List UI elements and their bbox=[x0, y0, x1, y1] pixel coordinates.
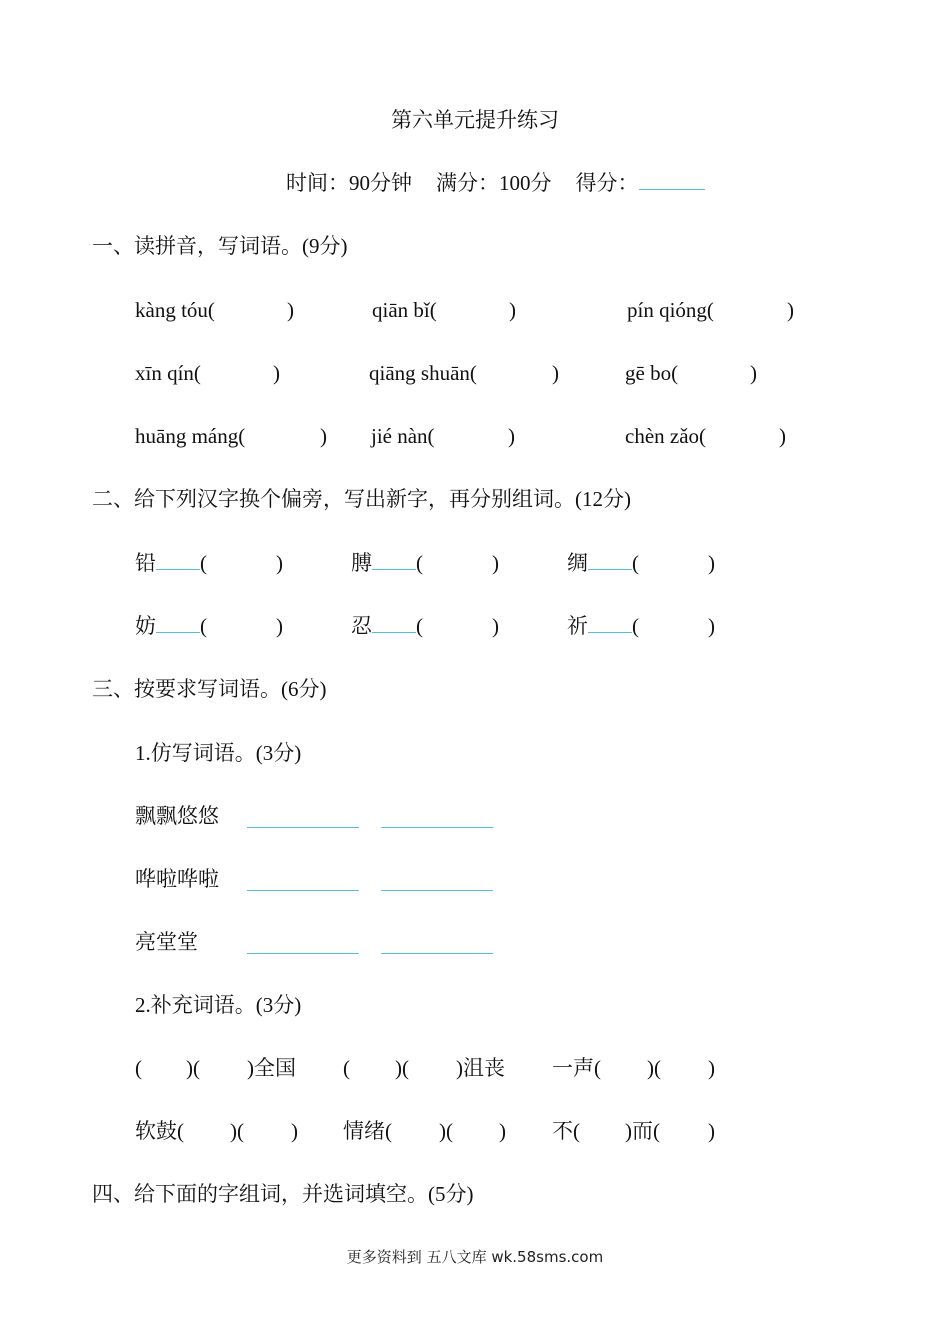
full-score-info: 满分：100分 bbox=[436, 171, 552, 195]
fill-part: 情绪( bbox=[343, 1119, 392, 1143]
radical-item: 膊 ( bbox=[351, 551, 423, 575]
word-blank[interactable] bbox=[381, 869, 493, 891]
pinyin-item: chèn zǎo( bbox=[625, 424, 707, 448]
subquestion-2: 2.补充词语。(3分) bbox=[135, 993, 302, 1017]
new-char-blank[interactable] bbox=[156, 632, 200, 633]
fill-part: 一声( bbox=[552, 1056, 601, 1080]
pinyin-item: jié nàn( bbox=[371, 424, 435, 448]
new-char-blank[interactable] bbox=[372, 569, 416, 570]
radical-item: 绸 ( bbox=[567, 551, 639, 575]
imitate-word: 哗啦哗啦 bbox=[135, 867, 219, 891]
pinyin-item: qiāng shuān( bbox=[369, 361, 477, 385]
pinyin-item: huāng máng( bbox=[135, 424, 246, 448]
pinyin-item: qiān bǐ( bbox=[372, 298, 437, 322]
fill-part: )沮丧 bbox=[456, 1056, 505, 1080]
new-char-blank[interactable] bbox=[588, 632, 632, 633]
exam-info bbox=[286, 173, 705, 194]
fill-part: ( bbox=[343, 1056, 350, 1080]
pinyin-item: gē bo( bbox=[625, 361, 679, 385]
imitate-word: 飘飘悠悠 bbox=[135, 804, 219, 828]
imitate-word: 亮堂堂 bbox=[135, 930, 198, 954]
score-blank[interactable] bbox=[639, 189, 705, 190]
footer-watermark: 更多资料到 五八文库 wk.58sms.com bbox=[346, 1248, 604, 1266]
new-char-blank[interactable] bbox=[588, 569, 632, 570]
fill-part: ) bbox=[291, 1119, 298, 1143]
page-title: 第六单元提升练习 bbox=[391, 108, 559, 132]
section-4-heading: 四、给下面的字组词，并选词填空。(5分) bbox=[92, 1182, 474, 1206]
new-char-blank[interactable] bbox=[156, 569, 200, 570]
word-blank[interactable] bbox=[247, 806, 359, 828]
fill-part: 不( bbox=[552, 1119, 580, 1143]
word-blank[interactable] bbox=[381, 932, 493, 954]
fill-part: ) bbox=[708, 1119, 715, 1143]
radical-item: 忍 ( bbox=[351, 614, 423, 638]
pinyin-item: pín qióng( bbox=[627, 298, 714, 322]
word-blank[interactable] bbox=[247, 869, 359, 891]
fill-part: ( bbox=[135, 1056, 142, 1080]
radical-item: 铅 ( bbox=[135, 551, 207, 575]
radical-item: 妨 ( bbox=[135, 614, 207, 638]
fill-part: )( bbox=[647, 1056, 661, 1080]
fill-part: )( bbox=[230, 1119, 244, 1143]
pinyin-item: xīn qín( bbox=[135, 361, 201, 385]
fill-part: ) bbox=[499, 1119, 506, 1143]
fill-part: 软鼓( bbox=[135, 1119, 184, 1143]
fill-part: )( bbox=[439, 1119, 453, 1143]
radical-item: 祈 ( bbox=[567, 614, 639, 638]
word-blank[interactable] bbox=[381, 806, 493, 828]
fill-part: )而( bbox=[625, 1119, 660, 1143]
section-3-heading: 三、按要求写词语。(6分) bbox=[92, 677, 327, 701]
fill-part: ) bbox=[708, 1056, 715, 1080]
pinyin-item: kàng tóu( bbox=[135, 298, 215, 322]
fill-part: )( bbox=[186, 1056, 200, 1080]
subquestion-1: 1.仿写词语。(3分) bbox=[135, 741, 302, 765]
section-2-heading: 二、给下列汉字换个偏旁，写出新字，再分别组词。(12分) bbox=[92, 487, 631, 511]
word-blank[interactable] bbox=[247, 932, 359, 954]
new-char-blank[interactable] bbox=[372, 632, 416, 633]
fill-part: )( bbox=[395, 1056, 409, 1080]
time-info: 时间：90分钟 bbox=[286, 171, 412, 195]
fill-part: )全国 bbox=[247, 1056, 296, 1080]
score-label: 得分： bbox=[575, 171, 639, 195]
section-1-heading: 一、读拼音，写词语。(9分) bbox=[92, 234, 348, 258]
